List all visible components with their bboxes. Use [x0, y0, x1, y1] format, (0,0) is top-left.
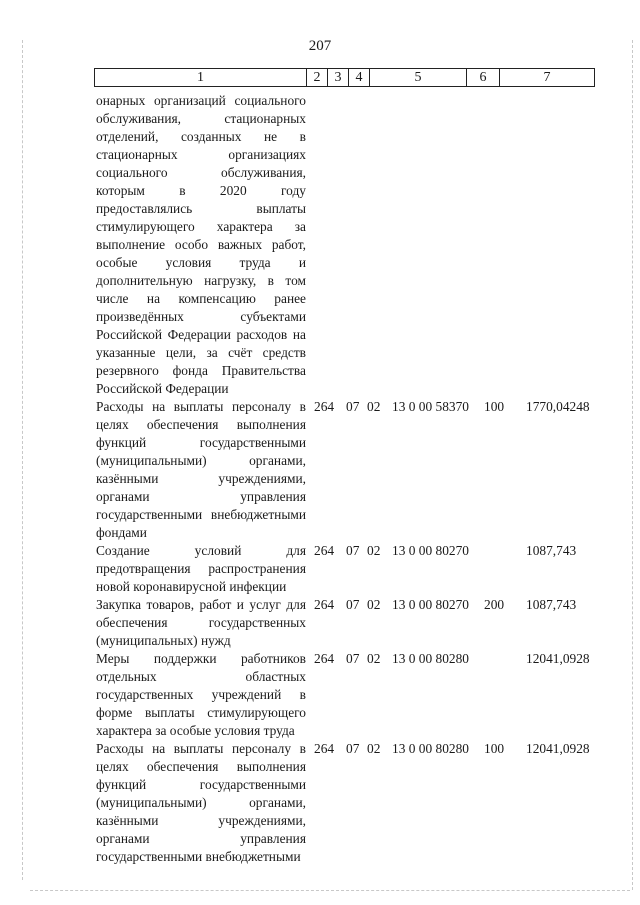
- column-header-3: 3: [328, 69, 349, 87]
- table-row: [0, 92, 640, 398]
- ministry-code: 264: [314, 651, 335, 666]
- section-code: 07: [346, 597, 360, 612]
- target-item-code: 13 0 00 80280: [392, 651, 469, 666]
- table-row: [0, 740, 640, 866]
- ministry-code: 264: [314, 597, 335, 612]
- subsection-code: 02: [367, 543, 381, 558]
- table-row: [0, 650, 640, 740]
- column-header-7: 7: [500, 69, 595, 87]
- amount-value: 12041,0928: [526, 651, 590, 666]
- ministry-code: 264: [314, 399, 335, 414]
- section-code: 07: [346, 741, 360, 756]
- column-header-6: 6: [467, 69, 500, 87]
- expense-type-code: 100: [484, 399, 505, 414]
- section-code: 07: [346, 399, 360, 414]
- expense-type-code: 100: [484, 741, 505, 756]
- expense-description: Меры поддержки работников отдельных областных государственных учреждений в форме выплаты стимулирующего характера за особые условия труда: [96, 651, 306, 738]
- page-number: 207: [308, 38, 332, 54]
- budget-table-body: [0, 92, 640, 866]
- section-code: 07: [346, 543, 360, 558]
- column-header-1: 1: [95, 69, 307, 87]
- table-row: [0, 596, 640, 650]
- expense-description: Расходы на выплаты персоналу в целях обеспечения выполнения функций государственными (муниципальными) органами, казёнными учреждениями, органами управления государственными внебюджетными: [96, 741, 306, 864]
- amount-value: 1770,04248: [526, 399, 590, 414]
- subsection-code: 02: [367, 399, 381, 414]
- subsection-code: 02: [367, 741, 381, 756]
- amount-value: 1087,743: [526, 597, 577, 612]
- subsection-code: 02: [367, 597, 381, 612]
- scan-edge-bottom: [30, 890, 630, 891]
- column-header-2: 2: [307, 69, 328, 87]
- target-item-code: 13 0 00 80280: [392, 741, 469, 756]
- ministry-code: 264: [314, 543, 335, 558]
- target-item-code: 13 0 00 80270: [392, 543, 469, 558]
- expense-description: Закупка товаров, работ и услуг для обеспечения государственных (муниципальных) нужд: [96, 597, 306, 648]
- column-header-4: 4: [349, 69, 370, 87]
- section-code: 07: [346, 651, 360, 666]
- expense-type-code: 200: [484, 597, 505, 612]
- target-item-code: 13 0 00 58370: [392, 399, 469, 414]
- amount-value: 12041,0928: [526, 741, 590, 756]
- ministry-code: 264: [314, 741, 335, 756]
- table-row: [0, 398, 640, 542]
- table-row: [0, 542, 640, 596]
- expense-description: Создание условий для предотвращения распространения новой коронавирусной инфекции: [96, 543, 306, 594]
- column-header-table: [94, 68, 595, 87]
- target-item-code: 13 0 00 80270: [392, 597, 469, 612]
- column-header-row: [95, 69, 595, 87]
- column-header-5: 5: [370, 69, 467, 87]
- expense-description: онарных организаций социального обслуживания, стационарных отделений, созданных не в стационарных организациях социального обслуживания, которым в 2020 году предоставлялись выплаты стимулирующего характера за выполнение особо важных работ, особые условия труда и дополнительную нагрузку, в том числе на компенсацию ранее произведённых субъектами Российской Федерации расходов на указанные цели, за счёт средств резервного фонда Правительства Российской Федерации: [96, 93, 306, 396]
- subsection-code: 02: [367, 651, 381, 666]
- amount-value: 1087,743: [526, 543, 577, 558]
- expense-description: Расходы на выплаты персоналу в целях обеспечения выполнения функций государственными (муниципальными) органами, казёнными учреждениями, органами управления государственными внебюджетными фондами: [96, 399, 306, 540]
